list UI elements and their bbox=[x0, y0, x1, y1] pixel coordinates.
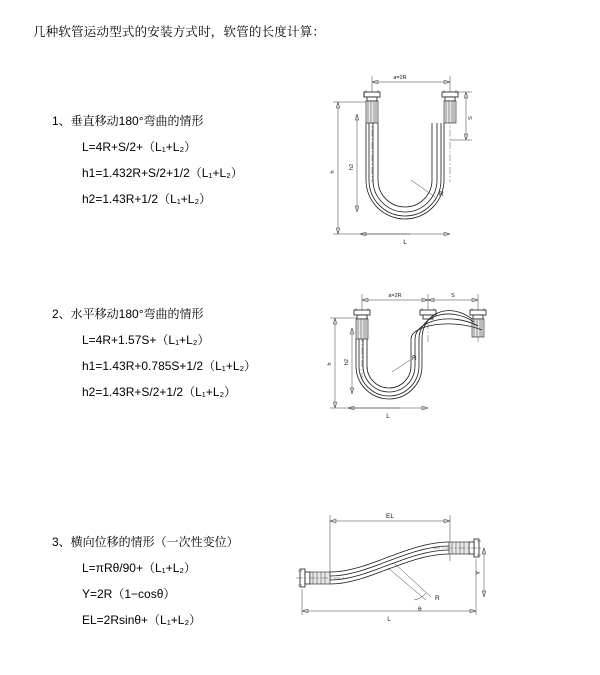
case-1-title: 1、垂直移动180°弯曲的情形 bbox=[52, 114, 204, 128]
case-3-title: 3、横向位移的情形（一次性变位） bbox=[52, 535, 239, 549]
case-2-diagram bbox=[300, 282, 500, 452]
fig3-label-r: R bbox=[435, 595, 440, 602]
fig2-dim-h2: h2 bbox=[344, 358, 350, 366]
page-title: 几种软管运动型式的安装方式时，软管的长度计算： bbox=[33, 25, 326, 39]
fig3-label-y: Y bbox=[475, 570, 482, 576]
case-2-formula-1: L=4R+1.57S+（L₁+L₂） bbox=[82, 333, 210, 347]
case-3-diagram bbox=[288, 505, 498, 635]
case-3-formula-1: L=πRθ/90+（L₁+L₂） bbox=[82, 561, 197, 575]
fig3-label-theta: θ bbox=[418, 606, 422, 613]
fig1-dim-h2: h2 bbox=[349, 163, 355, 171]
fig1-label-r: R bbox=[439, 191, 444, 198]
case-2-title: 2、水平移动180°弯曲的情形 bbox=[52, 307, 204, 321]
fig2-dim-h: h bbox=[327, 362, 333, 366]
fig3-label-l: L bbox=[387, 616, 391, 623]
case-3-formula-2: Y=2R（1−cosθ） bbox=[82, 587, 176, 601]
case-3-formula-3: EL=2Rsinθ+（L₁+L₂） bbox=[82, 613, 202, 627]
fig1-label-l: L bbox=[403, 239, 407, 246]
case-1-formula-3: h2=1.43R+1/2（L₁+L₂） bbox=[82, 192, 212, 206]
case-3-text-block bbox=[52, 533, 239, 637]
case-2-text-block bbox=[52, 305, 256, 409]
fig1-dim-a: a=2R bbox=[393, 75, 407, 81]
fig2-label-r: R bbox=[412, 355, 417, 362]
fig2-label-l: L bbox=[386, 413, 390, 420]
fig1-dim-s: S bbox=[468, 116, 474, 120]
fig2-dim-a: a=2R bbox=[388, 293, 402, 299]
case-1-diagram bbox=[300, 62, 500, 272]
case-1-formula-2: h1=1.432R+S/2+1/2（L₁+L₂） bbox=[82, 166, 243, 180]
case-1-formula-1: L=4R+S/2+（L₁+L₂） bbox=[82, 140, 197, 154]
case-1-text-block bbox=[52, 112, 243, 216]
fig2-dim-s: S bbox=[451, 293, 455, 299]
case-2-formula-2: h1=1.43R+0.785S+1/2（L₁+L₂） bbox=[82, 359, 257, 373]
fig3-dim-el: EL bbox=[386, 513, 394, 520]
fig1-dim-h: h bbox=[330, 170, 336, 174]
case-2-formula-3: h2=1.43R+S/2+1/2（L₁+L₂） bbox=[82, 385, 237, 399]
